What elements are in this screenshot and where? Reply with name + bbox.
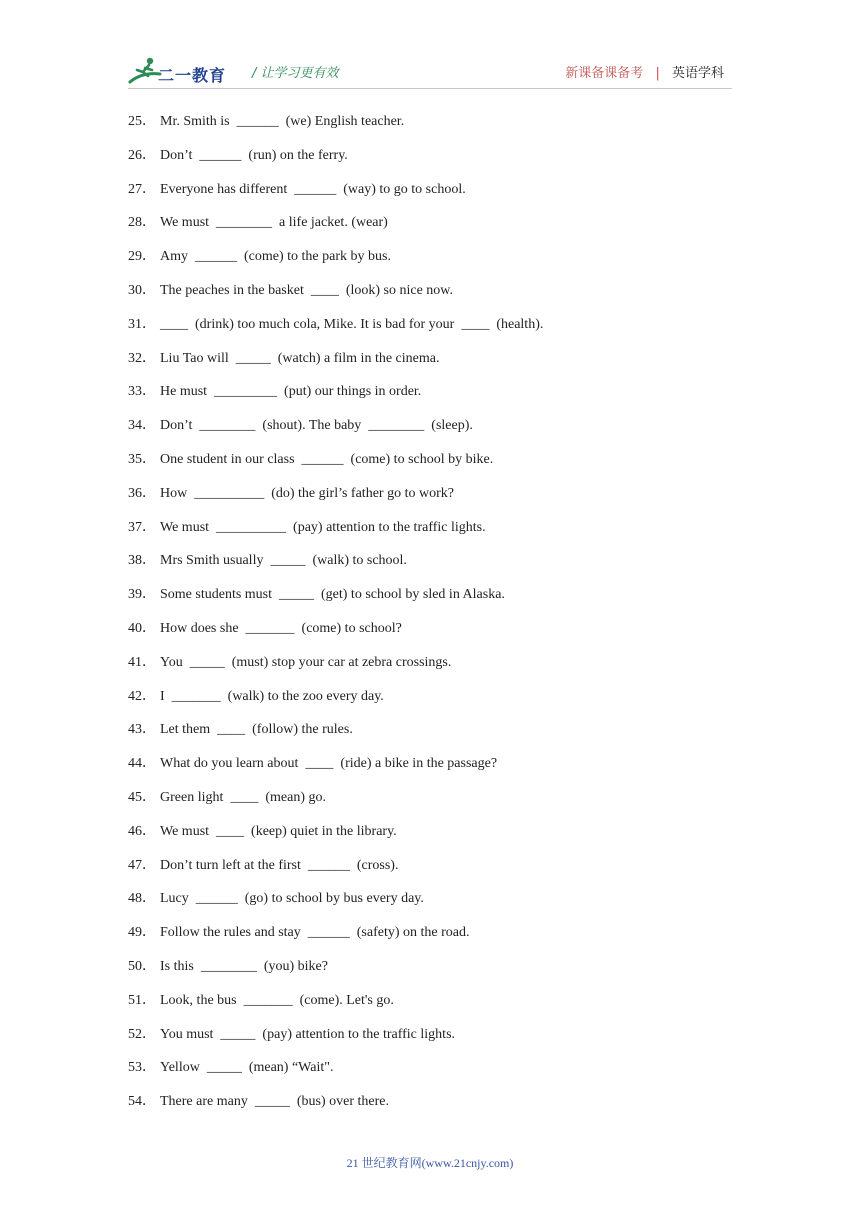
page-footer: 21 世纪教育网(www.21cnjy.com) <box>346 1156 514 1170</box>
question-text: Don’t turn left at the first ______ (cross). <box>160 857 399 873</box>
question-text: We must ____ (keep) quiet in the library. <box>160 823 397 839</box>
question-number: 42． <box>128 688 156 704</box>
question-item <box>128 180 748 214</box>
question-number: 37． <box>128 519 156 535</box>
question-number: 46． <box>128 823 156 839</box>
question-item <box>128 585 748 619</box>
question-text: Is this ________ (you) bike? <box>160 958 328 974</box>
question-text: We must __________ (pay) attention to the traffic lights. <box>160 519 486 535</box>
question-text: Follow the rules and stay ______ (safety) on the road. <box>160 925 470 941</box>
question-text: There are many _____ (bus) over there. <box>160 1094 389 1110</box>
question-number: 38． <box>128 553 156 569</box>
header-course-info <box>565 62 724 81</box>
header-separator: | <box>655 66 660 81</box>
question-number: 41． <box>128 654 156 670</box>
subject-label: 英语学科 <box>671 66 724 81</box>
header-divider <box>128 88 732 89</box>
question-text: Look, the bus _______ (come). Let's go. <box>160 992 394 1008</box>
question-number: 50． <box>128 958 156 974</box>
question-item <box>128 856 748 890</box>
question-text: You _____ (must) stop your car at zebra crossings. <box>160 654 452 670</box>
question-item <box>128 788 748 822</box>
question-text: How __________ (do) the girl’s father go to work? <box>160 485 454 501</box>
question-item <box>128 450 748 484</box>
question-text: Some students must _____ (get) to school by sled in Alaska. <box>160 587 505 603</box>
question-text: Let them ____ (follow) the rules. <box>160 722 353 738</box>
question-number: 26． <box>128 147 156 163</box>
question-item <box>128 382 748 416</box>
question-list <box>128 112 748 1126</box>
question-text: Liu Tao will _____ (watch) a film in the cinema. <box>160 350 440 366</box>
question-item <box>128 991 748 1025</box>
question-number: 36． <box>128 485 156 501</box>
question-item <box>128 551 748 585</box>
question-number: 53． <box>128 1060 156 1076</box>
question-item <box>128 653 748 687</box>
question-text: Don’t ______ (run) on the ferry. <box>160 147 348 163</box>
course-label: 新课备课备考 <box>565 66 644 81</box>
question-item <box>128 822 748 856</box>
question-text: How does she _______ (come) to school? <box>160 620 402 636</box>
question-text: Don’t ________ (shout). The baby ________ (sleep). <box>160 418 473 434</box>
question-number: 40． <box>128 620 156 636</box>
question-number: 31． <box>128 316 156 332</box>
question-number: 34． <box>128 418 156 434</box>
question-number: 44． <box>128 756 156 772</box>
question-number: 49． <box>128 925 156 941</box>
question-item <box>128 315 748 349</box>
question-number: 32． <box>128 350 156 366</box>
question-item <box>128 720 748 754</box>
question-text: Mr. Smith is ______ (we) English teacher. <box>160 114 405 129</box>
question-number: 29． <box>128 249 156 265</box>
question-item <box>128 247 748 281</box>
question-number: 54． <box>128 1094 156 1110</box>
question-item <box>128 518 748 552</box>
runner-icon <box>128 56 162 86</box>
slogan: / 让学习更有效 <box>252 66 339 81</box>
question-number: 35． <box>128 451 156 467</box>
question-item <box>128 923 748 957</box>
question-text: We must ________ a life jacket. (wear) <box>160 215 388 231</box>
question-item <box>128 349 748 383</box>
question-number: 45． <box>128 789 156 805</box>
question-item <box>128 1025 748 1059</box>
question-text: He must _________ (put) our things in order. <box>160 384 422 400</box>
question-number: 51． <box>128 992 156 1008</box>
question-text: Everyone has different ______ (way) to go to school. <box>160 181 466 197</box>
question-number: 48． <box>128 891 156 907</box>
question-text: Mrs Smith usually _____ (walk) to school. <box>160 553 407 569</box>
question-number: 30． <box>128 282 156 298</box>
question-number: 25． <box>128 114 156 129</box>
question-item <box>128 213 748 247</box>
question-item <box>128 146 748 180</box>
question-text: What do you learn about ____ (ride) a bike in the passage? <box>160 756 498 772</box>
question-item <box>128 484 748 518</box>
question-number: 28． <box>128 215 156 231</box>
question-item <box>128 619 748 653</box>
question-item <box>128 416 748 450</box>
question-item <box>128 957 748 991</box>
question-text: Lucy ______ (go) to school by bus every day. <box>160 891 424 907</box>
question-number: 27． <box>128 181 156 197</box>
question-number: 33． <box>128 384 156 400</box>
question-item <box>128 112 748 146</box>
question-text: You must _____ (pay) attention to the traffic lights. <box>160 1026 456 1042</box>
question-item <box>128 1092 748 1126</box>
question-text: Amy ______ (come) to the park by bus. <box>160 249 391 265</box>
question-text: I _______ (walk) to the zoo every day. <box>160 688 384 704</box>
question-item <box>128 754 748 788</box>
question-text: Green light ____ (mean) go. <box>160 789 327 805</box>
logo-text: 二一教育 <box>158 66 227 85</box>
question-text: One student in our class ______ (come) to school by bike. <box>160 451 494 467</box>
question-number: 52． <box>128 1026 156 1042</box>
question-number: 43． <box>128 722 156 738</box>
question-text: Yellow _____ (mean) “Wait". <box>160 1060 334 1076</box>
question-item <box>128 889 748 923</box>
question-item <box>128 281 748 315</box>
question-text: The peaches in the basket ____ (look) so nice now. <box>160 282 454 298</box>
question-text: ____ (drink) too much cola, Mike. It is bad for your ____ (health). <box>160 316 544 332</box>
question-item <box>128 1058 748 1092</box>
question-number: 47． <box>128 857 156 873</box>
question-number: 39． <box>128 587 156 603</box>
question-item <box>128 687 748 721</box>
logo <box>128 54 240 88</box>
